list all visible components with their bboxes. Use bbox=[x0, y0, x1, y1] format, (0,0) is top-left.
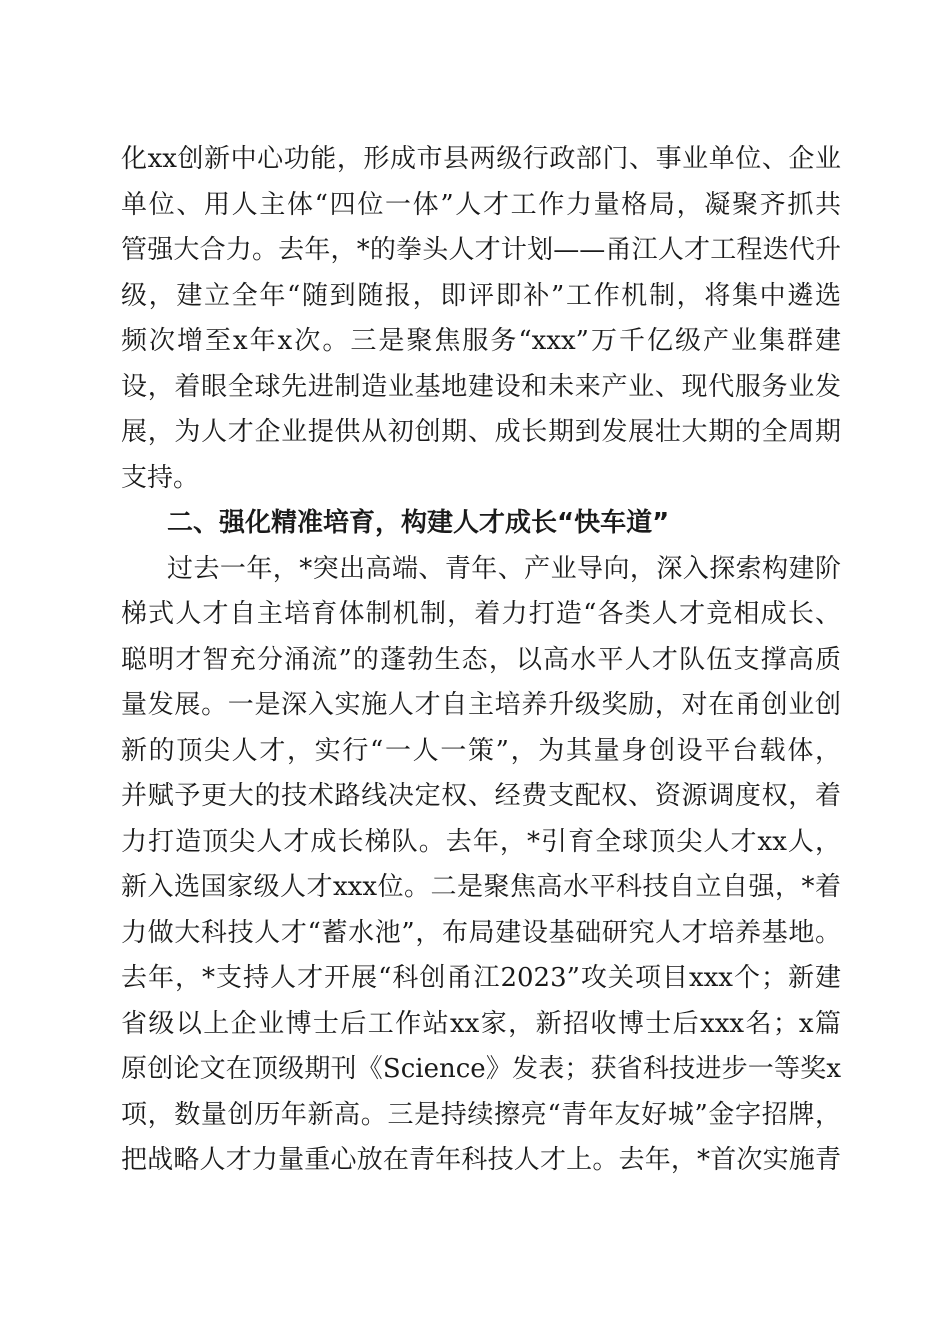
text-line: 单位、用人主体“四位一体”人才工作力量格局，凝聚齐抓共 bbox=[121, 189, 841, 220]
text-line: 力做大科技人才“蓄水池”，布局建设基础研究人才培养基地。 bbox=[121, 917, 841, 948]
text-line: 力打造顶尖人才成长梯队。去年，*引育全球顶尖人才xx人， bbox=[121, 826, 841, 857]
text-line: 项，数量创历年新高。三是持续擦亮“青年友好城”金字招牌， bbox=[121, 1099, 841, 1130]
text-line: 省级以上企业博士后工作站xx家，新招收博士后xxx名；x篇 bbox=[121, 1008, 841, 1039]
section-heading: 二、强化精准培育，构建人才成长“快车道” bbox=[167, 508, 670, 538]
text-line: 支持。 bbox=[121, 462, 200, 493]
document-body bbox=[121, 137, 841, 1184]
text-line: 并赋予更大的技术路线决定权、经费支配权、资源调度权，着 bbox=[121, 781, 841, 811]
text-line: 化xx创新中心功能，形成市县两级行政部门、事业单位、企业 bbox=[121, 144, 841, 174]
text-line: 设，着眼全球先进制造业基地建设和未来产业、现代服务业发 bbox=[121, 371, 841, 402]
text-line: 级，建立全年“随到随报，即评即补”工作机制，将集中遴选 bbox=[121, 280, 841, 311]
text-line: 过去一年，*突出高端、青年、产业导向，深入探索构建阶 bbox=[167, 553, 841, 584]
text-line: 把战略人才力量重心放在青年科技人才上。去年，*首次实施青 bbox=[121, 1145, 841, 1175]
text-line: 聪明才智充分涌流”的蓬勃生态，以高水平人才队伍支撑高质 bbox=[121, 644, 841, 675]
text-line: 去年，*支持人才开展“科创甬江2023”攻关项目xxx个；新建 bbox=[121, 963, 841, 993]
text-line: 量发展。一是深入实施人才自主培养升级奖励，对在甬创业创 bbox=[121, 690, 841, 720]
text-line: 原创论文在顶级期刊《Science》发表；获省科技进步一等奖x bbox=[121, 1054, 841, 1084]
text-line: 管强大合力。去年，*的拳头人才计划——甬江人才工程迭代升 bbox=[121, 235, 841, 265]
text-line: 新的顶尖人才，实行“一人一策”，为其量身创设平台载体， bbox=[121, 735, 841, 766]
text-line: 梯式人才自主培育体制机制，着力打造“各类人才竞相成长、 bbox=[121, 599, 841, 629]
text-line: 展，为人才企业提供从初创期、成长期到发展壮大期的全周期 bbox=[121, 417, 841, 447]
text-line: 频次增至x年x次。三是聚焦服务“xxx”万千亿级产业集群建 bbox=[121, 326, 841, 356]
text-line: 新入选国家级人才xxx位。二是聚焦高水平科技自立自强，*着 bbox=[121, 872, 841, 902]
